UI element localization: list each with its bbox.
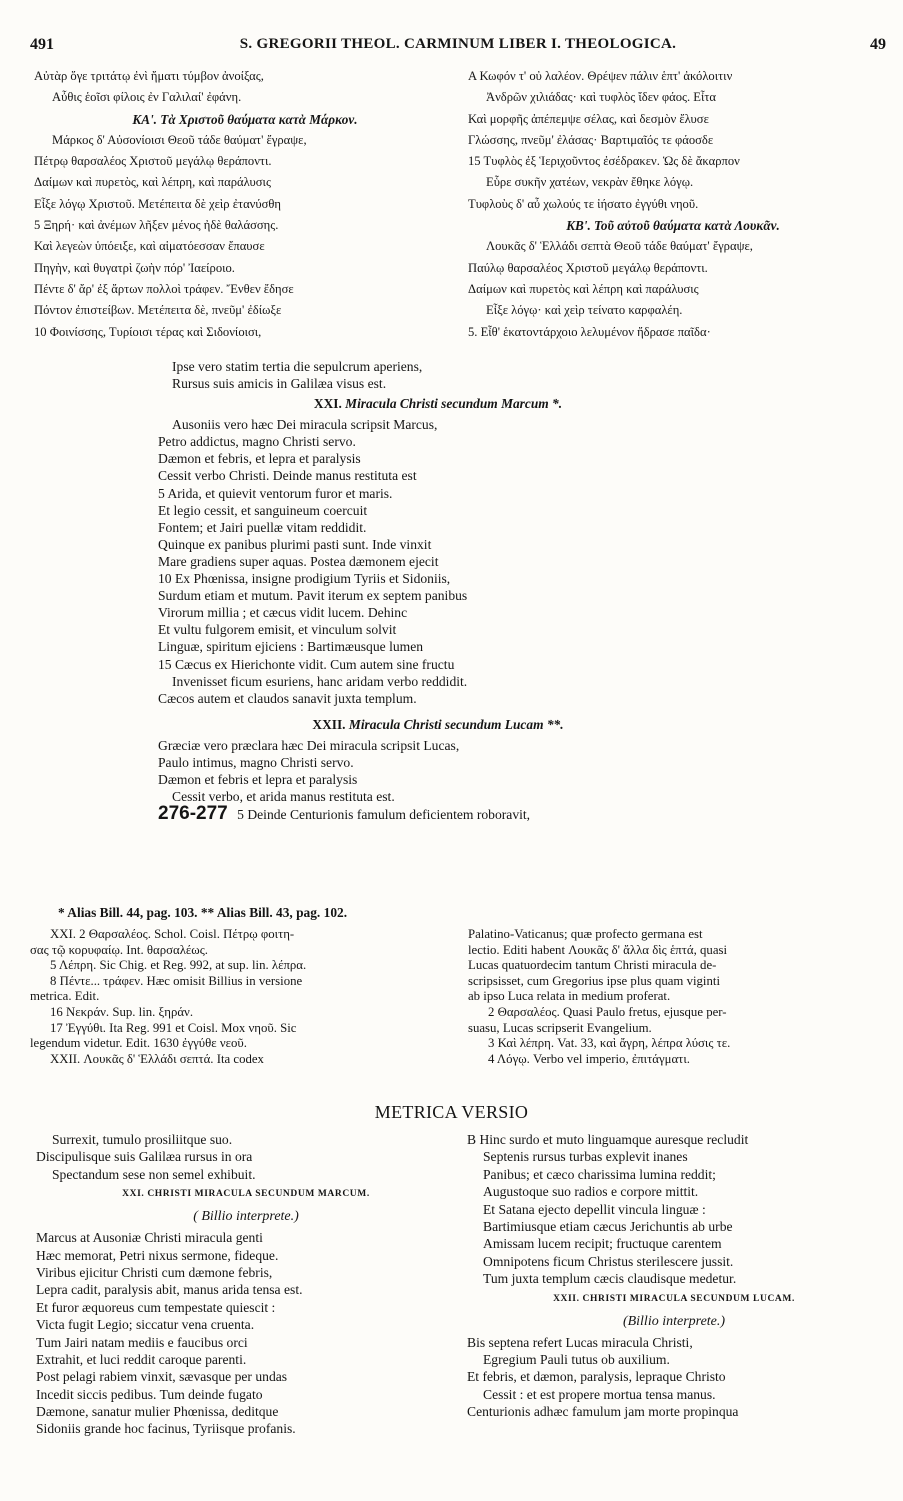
note-line: XXI. 2 Θαρσαλέος. Schol. Coisl. Πέτρῳ φοιτη- <box>50 927 295 941</box>
note-line: legendum videtur. Edit. 1630 ἐγγύθε νεοῦ. <box>30 1036 247 1051</box>
verse-line: Centurionis adhæc famulum jam morte propinqua <box>467 1404 739 1420</box>
greek-line: Παύλῳ θαρσαλέος Χριστοῦ μεγάλῳ θεράποντι. <box>468 260 708 275</box>
latin-line: 10 Ex Phœnissa, insigne prodigium Tyriis et Sidoniis, <box>158 571 451 587</box>
verse-left-column <box>36 1131 456 1438</box>
verse-line: Tum Jairi natam mediis e faucibus orci <box>36 1334 248 1350</box>
verse-line: Omnipotens ficum Christus sterilescere jussit. <box>483 1253 734 1269</box>
verse-line: Marcus at Ausoniæ Christi miracula genti <box>36 1230 263 1246</box>
greek-line: 5 Ξηρή· καὶ ἀνέμων λῆξεν μένος ἠδὲ θαλάσσης. <box>34 218 279 233</box>
latin-line: Paulo intimus, magno Christi servo. <box>158 754 354 770</box>
alias-note: * Alias Bill. 44, pag. 103. ** Alias Bill. 43, pag. 102. <box>58 905 348 920</box>
latin-line: Ipse vero statim tertia die sepulcrum aperiens, <box>172 359 423 374</box>
page-number-left: 491 <box>30 36 54 53</box>
latin-heading-xxii <box>158 713 718 737</box>
note-line: 5 Λέπρη. Sic Chig. et Reg. 992, at sup. lin. λέπρα. <box>50 958 307 973</box>
greek-line: Μάρκος δ' Αὐσονίοισι Θεοῦ τάδε θαύματ' ἔγραψε, <box>52 132 307 147</box>
latin-line: Cæcos autem et claudos sanavit juxta templum. <box>158 690 417 706</box>
latin-heading-number: XXI. <box>313 396 342 412</box>
verse-line: Hæc memorat, Petri nixus sermone, fideque. <box>36 1247 279 1263</box>
greek-line: Δαίμων καὶ πυρετὸς, καὶ λέπρη, καὶ παράλυσις <box>34 175 271 190</box>
note-line: lectio. Editi habent Λουκᾶς δ' ἄλλα δὶς ἑπτά, quasi <box>468 942 728 957</box>
verse-line: Extrahit, et luci reddit caroque parenti. <box>36 1351 247 1367</box>
verse-line: Viribus ejicitur Christi cum dæmone febris, <box>36 1264 273 1280</box>
verse-line: Egregium Pauli tutus ob auxilium. <box>483 1351 670 1367</box>
greek-line: Πόντον ἐπιστείβων. Μετέπειτα δὲ, πνεῦμ' ἐδίωξε <box>34 303 282 318</box>
latin-heading-number: XXII. <box>312 716 346 732</box>
page-number-right: 49 <box>870 36 886 53</box>
note-line: Palatino-Vaticanus; quæ profecto germana est <box>468 927 703 941</box>
latin-line: Linguæ, spiritum ejiciens : Bartimæusque lumen <box>158 639 424 655</box>
greek-line: Εἶξε λόγῳ· καὶ χεὶρ τείνατο καρφαλέη. <box>486 303 683 318</box>
note-line: suasu, Lucas scripserit Evangelium. <box>468 1020 652 1035</box>
notes-left-column <box>30 927 462 1067</box>
verse-caption: XXII. CHRISTI MIRACULA SECUNDUM LUCAM. <box>553 1293 795 1304</box>
greek-line: Δαίμων καὶ πυρετὸς καὶ λέπρη καὶ παράλυσις <box>468 281 699 296</box>
verse-line: Bartimiusque etiam cæcus Jerichuntis ab urbe <box>483 1218 733 1234</box>
greek-right-column <box>468 66 878 343</box>
running-title: S. GREGORII THEOL. CARMINUM LIBER I. THEOLOGICA. <box>239 36 677 52</box>
verse-line: Victa fugit Legio; siccatur vena cruenta. <box>36 1317 255 1333</box>
greek-line: Λουκᾶς δ' Ἑλλάδι σεπτὰ Θεοῦ τάδε θαύματ' ἔγραψε, <box>486 239 753 254</box>
greek-left-column <box>34 66 456 343</box>
note-line: Lucas quatuordecim tantum Christi miracula de- <box>468 958 717 973</box>
verse-line: Bis septena refert Lucas miracula Christi, <box>467 1334 693 1350</box>
latin-line: Dæmon et febris, et lepra et paralysis <box>158 451 361 467</box>
latin-line: Quinque ex panibus plurimi pasti sunt. Inde vinxit <box>158 536 432 552</box>
verse-line: Lepra cadit, paralysis abit, manus arida tensa est. <box>36 1282 303 1298</box>
interpreter-note: (Billio interprete.) <box>622 1313 726 1329</box>
latin-translation <box>158 358 718 825</box>
greek-line: 5. Εἶθ' ἑκατοντάρχοιο λελυμένον ἤδρασε παῖδα· <box>468 324 711 339</box>
note-line: 16 Νεκράν. Sup. lin. ξηράν. <box>50 1004 194 1019</box>
greek-line: Εὗρε συκῆν χατέων, νεκρὰν ἔθηκε λόγῳ. <box>486 175 694 190</box>
latin-line: Surdum etiam et mutum. Pavit iterum ex septem panibus <box>158 588 468 604</box>
latin-line: Cessit verbo Christi. Deinde manus restituta est <box>158 468 417 484</box>
latin-line: Et vultu fulgorem emisit, et vinculum solvit <box>158 622 397 638</box>
latin-line-with-column-number <box>158 803 718 825</box>
greek-line: Καὶ μορφῆς ἀπέπεμψε σέλας, καὶ δεσμὸν ἔλυσε <box>468 111 709 126</box>
greek-line: Α Κωφόν τ' οὐ λαλέον. Θρέψεν πάλιν ἑπτ' ἀκόλοιτιν <box>468 69 733 83</box>
latin-line: Virorum millia ; et cæcus vidit lucem. Dehinc <box>158 605 408 621</box>
latin-line: Invenisset ficum esuriens, hanc aridam verbo reddidit. <box>172 673 468 689</box>
verse-line: Et febris, et dæmon, paralysis, lepraque Christo <box>467 1369 726 1385</box>
latin-line: 15 Cæcus ex Hierichonte vidit. Cum autem sine fructu <box>158 656 455 672</box>
note-line: 17 Ἐγγύθι. Ita Reg. 991 et Coisl. Mox νηοῦ. Sic <box>50 1020 297 1035</box>
note-line: 2 Θαρσαλέος. Quasi Paulo fretus, ejusque per- <box>488 1004 727 1019</box>
greek-line: Πηγὴν, καὶ θυγατρὶ ζωὴν πόρ' Ἰαείροιο. <box>34 260 235 275</box>
greek-line: Πέντε δ' ἄρ' ἐξ ἄρτων πολλοὶ τράφεν. Ἔνθεν ἔδησε <box>34 281 294 296</box>
verse-line: Et Satana ejecto depellit vincula linguæ : <box>483 1201 706 1217</box>
greek-line: Γλώσσης, πνεῦμ' ἐλάσας· Βαρτιμαῖός τε φάοσδε <box>468 132 714 147</box>
verse-caption: XXI. CHRISTI MIRACULA SECUNDUM MARCUM. <box>122 1189 370 1200</box>
running-header <box>30 36 886 58</box>
greek-line: Πέτρῳ θαρσαλέος Χριστοῦ μεγάλῳ θεράποντι. <box>34 154 272 169</box>
greek-section-heading: ΚΑ'. Τὰ Χριστοῦ θαύματα κατὰ Μάρκον. <box>132 111 358 127</box>
greek-line: Τυφλοὺς δ' αὖ χωλούς τε ἰήσατο ἐγγύθι νηοῦ. <box>468 196 699 211</box>
verse-line: Discipulisque suis Galilæa rursus in ora <box>36 1149 253 1165</box>
greek-line: Αὖθις ἑοῖσι φίλοις ἐν Γαλιλαί' ἐφάνη. <box>52 90 242 105</box>
greek-line: Εἶξε λόγῳ Χριστοῦ. Μετέπειτα δὲ χεὶρ ἐτανύσθη <box>34 196 282 211</box>
latin-heading-title: Miracula Christi secundum Lucam **. <box>348 716 564 732</box>
verse-line: Amissam lucem recipit; fructuque carentem <box>483 1236 722 1252</box>
verse-line: Et furor æquoreus cum tempestate quiescit : <box>36 1299 276 1315</box>
greek-line: 10 Φοινίσσης, Τυρίοισι τέρας καὶ Σιδονίοισι, <box>34 324 262 339</box>
note-line: scripsisset, cum Gregorius ipse plus quam viginti <box>468 973 721 988</box>
verse-line: Septenis rursus turbas explevit inanes <box>483 1149 688 1165</box>
verse-line: Cessit : et est propere mortua tensa manus. <box>483 1386 716 1402</box>
note-line: 4 Λόγῳ. Verbo vel imperio, ἐπιτάγματι. <box>488 1051 690 1066</box>
verse-line: Surrexit, tumulo prosiliitque suo. <box>52 1132 233 1147</box>
note-line: XXII. Λουκᾶς δ' Ἑλλάδι σεπτά. Ita codex <box>50 1051 264 1066</box>
verse-line: Spectandum sese non semel exhibuit. <box>52 1166 256 1182</box>
latin-line: Mare gradiens super aquas. Postea dæmonem ejecit <box>158 553 439 569</box>
note-line: ab ipso Luca relata in medium proferat. <box>468 989 671 1004</box>
latin-heading-title: Miracula Christi secundum Marcum *. <box>345 396 563 412</box>
greek-line: Ἀνδρῶν χιλιάδας· καὶ τυφλὸς ἴδεν φάος. Εἶτα <box>486 90 717 105</box>
note-line: metrica. Edit. <box>30 989 100 1004</box>
note-line: σας τῷ κορυφαίῳ. Int. θαρσαλέως. <box>30 942 208 957</box>
greek-line: Αὐτὰρ ὅγε τριτάτῳ ἐνὶ ἤματι τύμβον ἀνοίξας, <box>34 69 264 83</box>
verse-line: B Hinc surdo et muto linguamque auresque recludit <box>467 1132 749 1147</box>
notes-right-column <box>468 927 878 1067</box>
latin-line: Dæmon et febris et lepra et paralysis <box>158 771 358 787</box>
column-numbers: 276-277 <box>158 803 228 825</box>
verse-line: Augustoque suo radios e corpore mittit. <box>483 1184 699 1200</box>
latin-line: Cessit verbo, et arida manus restituta est. <box>172 789 395 805</box>
latin-line: Et legio cessit, et sanguineum coercuit <box>158 502 368 518</box>
latin-line: Rursus suis amicis in Galilæa visus est. <box>172 376 387 392</box>
latin-line-text: 5 Deinde Centurionis famulum deficientem roboravit, <box>237 807 531 823</box>
latin-line: Ausoniis vero hæc Dei miracula scripsit Marcus, <box>172 417 438 433</box>
interpreter-note: ( Billio interprete.) <box>193 1209 299 1225</box>
verse-line: Dæmone, sanatur mulier Phœnissa, deditque <box>36 1404 279 1420</box>
verse-line: Panibus; et cæco charissima lumina reddit; <box>483 1166 716 1182</box>
verse-line: Incedit siccis pedibus. Tum deinde fugato <box>36 1386 263 1402</box>
latin-line: 5 Arida, et quievit ventorum furor et maris. <box>158 485 393 501</box>
verse-line: Tum juxta templum cæcis claudisque medetur. <box>483 1271 737 1287</box>
latin-line: Petro addictus, magno Christi servo. <box>158 434 356 450</box>
latin-line: Græciæ vero præclara hæc Dei miracula scripsit Lucas, <box>158 737 460 753</box>
greek-section-heading: ΚΒ'. Τοῦ αὐτοῦ θαύματα κατὰ Λουκᾶν. <box>566 218 780 234</box>
verse-right-column <box>467 1131 881 1420</box>
latin-line: Fontem; et Jairi puellæ vitam reddidit. <box>158 519 367 535</box>
metrica-versio-title: METRICA VERSIO <box>374 1102 529 1122</box>
greek-line: Καὶ λεγεὼν ὑπόειξε, καὶ αἱματόεσσαν ἔπαυσε <box>34 239 265 254</box>
note-line: 8 Πέντε... τράφεν. Hæc omisit Billius in versione <box>50 973 303 988</box>
latin-heading-xxi <box>158 392 718 416</box>
greek-line: 15 Τυφλὸς ἐξ Ἱεριχοῦντος ἐσέδρακεν. Ὡς δὲ ἄκαρπον <box>468 154 740 169</box>
verse-line: Post pelagi rabiem vinxit, sævasque per undas <box>36 1369 288 1385</box>
verse-line: Sidoniis grande hoc facinus, Tyriisque profanis. <box>36 1421 296 1437</box>
note-line: 3 Καὶ λέπρη. Vat. 33, καὶ ἄγρη, λέπρα λύσις τε. <box>488 1036 731 1051</box>
